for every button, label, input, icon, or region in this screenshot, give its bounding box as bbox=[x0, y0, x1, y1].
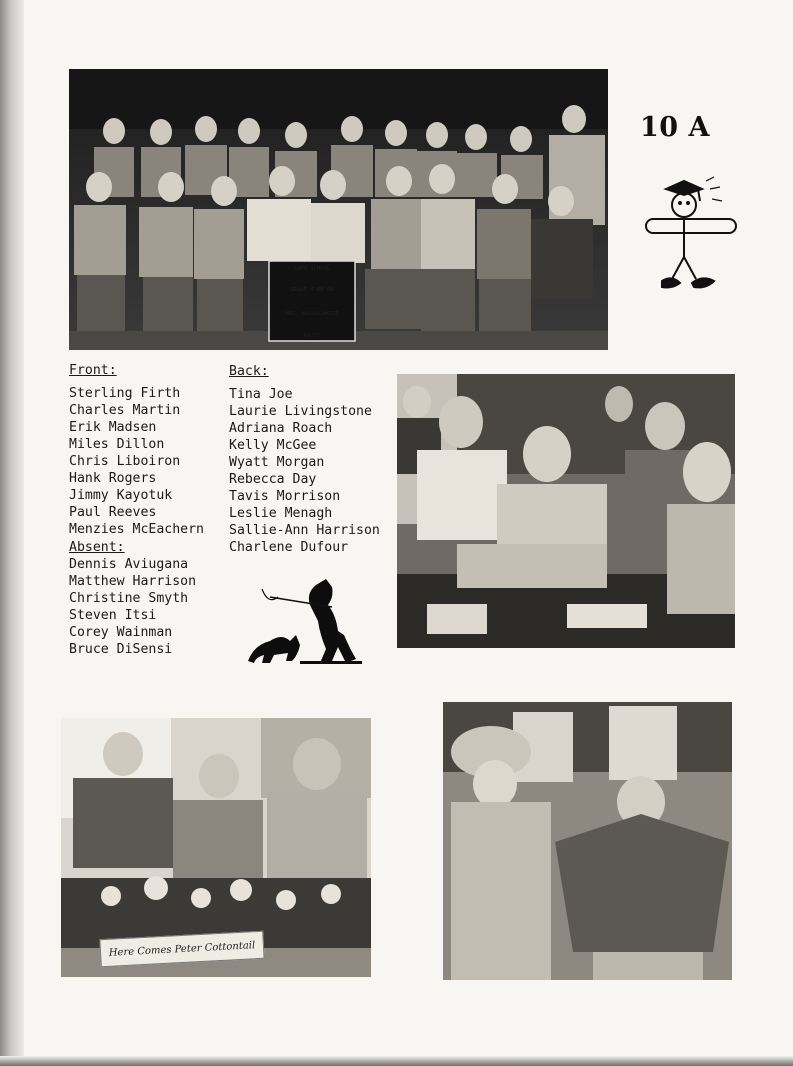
costume-kids-photo bbox=[443, 702, 732, 980]
graduate-cartoon-clipart bbox=[636, 175, 746, 305]
name-item: Jimmy Kayotuk bbox=[69, 488, 173, 503]
class-sign-line-1: SAMS SCHOOL bbox=[293, 266, 331, 272]
name-item: Wyatt Morgan bbox=[229, 455, 325, 470]
name-item: Leslie Menagh bbox=[229, 506, 333, 521]
front-heading: Front: bbox=[69, 363, 117, 378]
class-group-photo bbox=[69, 69, 608, 350]
name-item: Christine Smyth bbox=[69, 591, 189, 606]
class-sign-line-4: 84/85 bbox=[303, 333, 321, 339]
name-item: Tavis Morrison bbox=[229, 489, 341, 504]
name-item: Hank Rogers bbox=[69, 471, 157, 486]
back-heading: Back: bbox=[229, 364, 269, 379]
name-item: Dennis Aviugana bbox=[69, 557, 189, 572]
name-item: Sallie-Ann Harrison bbox=[229, 523, 380, 538]
name-item: Steven Itsi bbox=[69, 608, 157, 623]
name-item: Miles Dillon bbox=[69, 437, 165, 452]
boy-and-dog-silhouette bbox=[240, 575, 370, 667]
classroom-floor-photo bbox=[397, 374, 735, 648]
name-item: Rebecca Day bbox=[229, 472, 317, 487]
front-names-list bbox=[69, 362, 204, 658]
name-item: Menzies McEachern bbox=[69, 522, 204, 537]
name-item: Kelly McGee bbox=[229, 438, 317, 453]
absent-heading: Absent: bbox=[69, 540, 125, 555]
name-item: Corey Wainman bbox=[69, 625, 173, 640]
name-item: Erik Madsen bbox=[69, 420, 157, 435]
name-item: Chris Liboiron bbox=[69, 454, 181, 469]
name-item: Adriana Roach bbox=[229, 421, 333, 436]
name-item: Tina Joe bbox=[229, 387, 293, 402]
name-item: Matthew Harrison bbox=[69, 574, 197, 589]
page-bottom-edge bbox=[0, 1056, 793, 1066]
photo-caption-banner: Here Comes Peter Cottontail bbox=[99, 931, 264, 968]
back-names-list bbox=[229, 363, 380, 556]
page-title: 10 A bbox=[640, 112, 710, 143]
name-item: Charlene Dufour bbox=[229, 540, 349, 555]
class-sign-line-3: MRS. MUSSELWHITE bbox=[285, 311, 339, 317]
name-item: Sterling Firth bbox=[69, 386, 181, 401]
name-item: Paul Reeves bbox=[69, 505, 157, 520]
name-item: Bruce DiSensi bbox=[69, 642, 173, 657]
class-sign-line-2: GRADE 4 RM 6A bbox=[290, 287, 334, 293]
book-spine-shadow bbox=[0, 0, 24, 1066]
name-item: Laurie Livingstone bbox=[229, 404, 372, 419]
name-item: Charles Martin bbox=[69, 403, 181, 418]
